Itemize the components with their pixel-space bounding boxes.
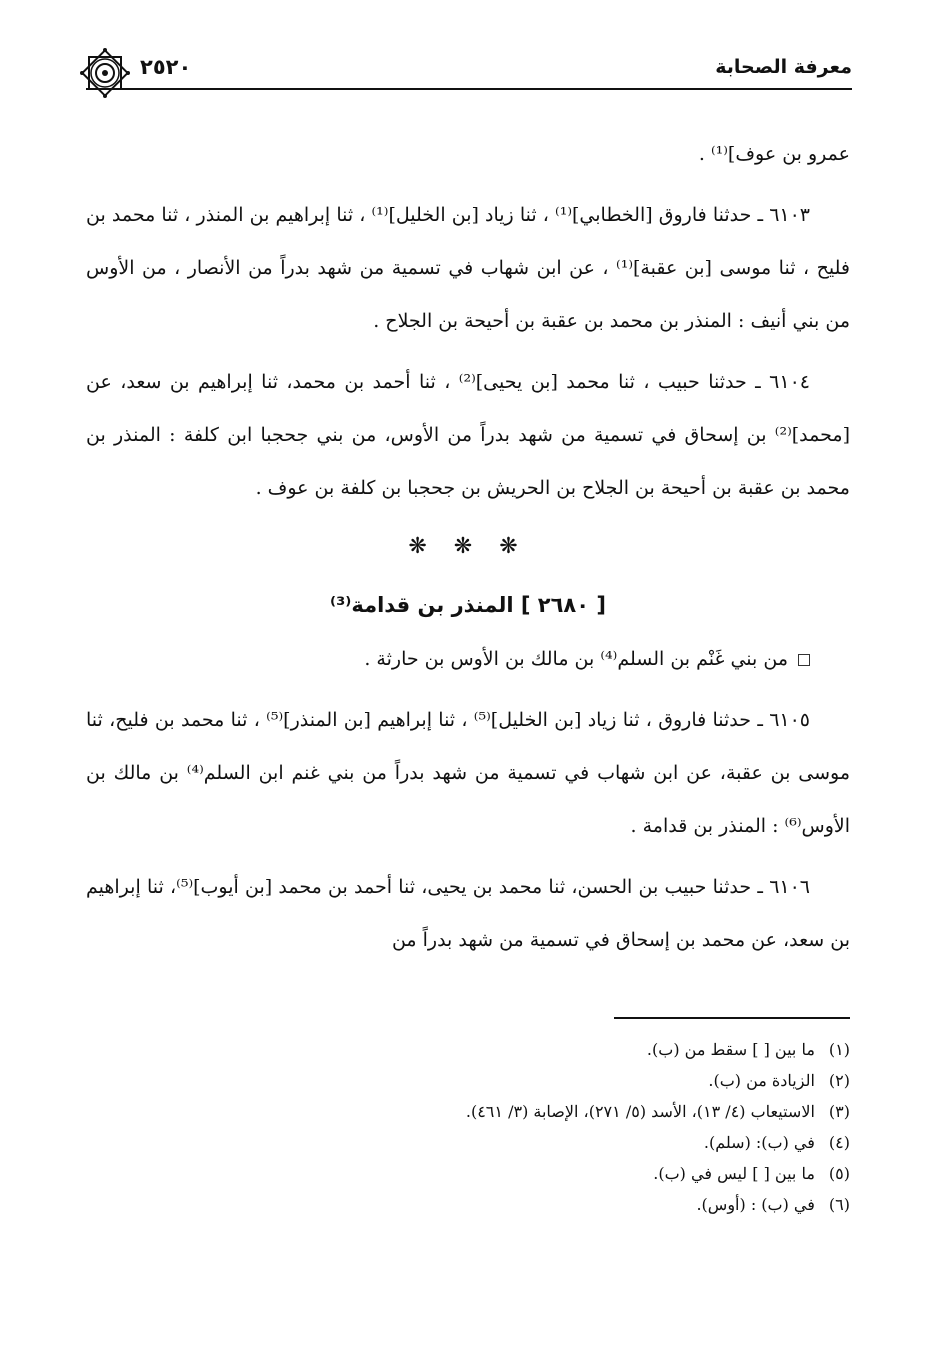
page-header <box>86 50 852 90</box>
hadith-6104: ٦١٠٤ ـ حدثنا حبيب ، ثنا محمد [بن يحيى]⁽²⁾ ، ثنا أحمد بن محمد، ثنا إبراهيم بن سعد، عن [محمد]⁽²⁾ بن إسحاق في تسمية من شهد بدراً من الأوس، من بني جحجبا ابن كلفة : المنذر بن محمد بن عقبة بن أحيحة بن الجلاح بن الحريش بن جحجبا بن كلفة بن عوف . <box>86 371 850 499</box>
entry-heading: [ ٢٦٨٠ ] المنذر بن قدامة⁽³⁾ <box>330 593 606 617</box>
hadith-6106: ٦١٠٦ ـ حدثنا حبيب بن الحسن، ثنا محمد بن يحيى، ثنا أحمد بن محمد [بن أيوب]⁽⁵⁾، ثنا إبراهيم بن سعد، عن محمد بن إسحاق في تسمية من شهد بدراً من <box>86 876 850 951</box>
footnote-text: في (ب): (سلم). <box>703 1133 815 1152</box>
footnotes <box>86 1034 850 1220</box>
footnote-number: (٢) <box>828 1071 850 1090</box>
footnote-text: في (ب) : (أوس). <box>696 1195 815 1214</box>
lineage-text: من بني غَنْم بن السلم⁽⁴⁾ بن مالك بن الأوس بن حارثة . <box>364 648 788 670</box>
footnote <box>86 1065 850 1096</box>
footnote <box>86 1096 850 1127</box>
footnote <box>86 1034 850 1065</box>
main-text <box>86 128 850 967</box>
footnote-number: (٥) <box>828 1164 850 1183</box>
footnote <box>86 1189 850 1220</box>
footnote-text: الزيادة من (ب). <box>708 1071 815 1090</box>
footnote-number: (٣) <box>828 1102 850 1121</box>
footnote <box>86 1158 850 1189</box>
footnote-text: ما بين [ ] ليس في (ب). <box>653 1164 815 1183</box>
section-divider-stars: ❋ ❋ ❋ <box>408 534 528 559</box>
footnote-text: ما بين [ ] سقط من (ب). <box>646 1040 815 1059</box>
octagram-ornament-icon <box>78 46 132 100</box>
page-number: ٢٥٢٠ <box>140 55 192 79</box>
footnote-number: (٦) <box>828 1195 850 1214</box>
hadith-6103: ٦١٠٣ ـ حدثنا فاروق [الخطابي]⁽¹⁾ ، ثنا زياد [بن الخليل]⁽¹⁾ ، ثنا إبراهيم بن المنذر ، ثنا محمد بن فليح ، ثنا موسى [بن عقبة]⁽¹⁾ ، عن ابن شهاب في تسمية من شهد بدراً من الأنصار ، من الأوس من بني أنيف : المنذر بن محمد بن عقبة بن أحيحة بن الجلاح . <box>86 204 850 332</box>
footnote-text: الاستيعاب (٤/ ١٣)، الأسد (٥/ ٢٧١)، الإصابة (٣/ ٤٦١). <box>465 1102 815 1121</box>
lineage-line <box>86 633 850 686</box>
header-rule <box>86 88 852 90</box>
footnote-rule <box>614 1017 850 1019</box>
footnote-number: (٤) <box>828 1133 850 1152</box>
footnote <box>86 1127 850 1158</box>
square-marker-icon <box>798 654 810 666</box>
footnote-number: (١) <box>828 1040 850 1059</box>
hadith-6105: ٦١٠٥ ـ حدثنا فاروق ، ثنا زياد [بن الخليل]⁽⁵⁾ ، ثنا إبراهيم [بن المنذر]⁽⁵⁾ ، ثنا محمد بن فليح، ثنا موسى بن عقبة، عن ابن شهاب في تسمية من شهد بدراً من بني غنم ابن السلم⁽⁴⁾ بن مالك بن الأوس⁽⁶⁾ : المنذر بن قدامة . <box>86 709 851 837</box>
paragraph-continuation: عمرو بن عوف]⁽¹⁾ . <box>698 143 850 165</box>
running-title: معرفة الصحابة <box>715 56 852 78</box>
